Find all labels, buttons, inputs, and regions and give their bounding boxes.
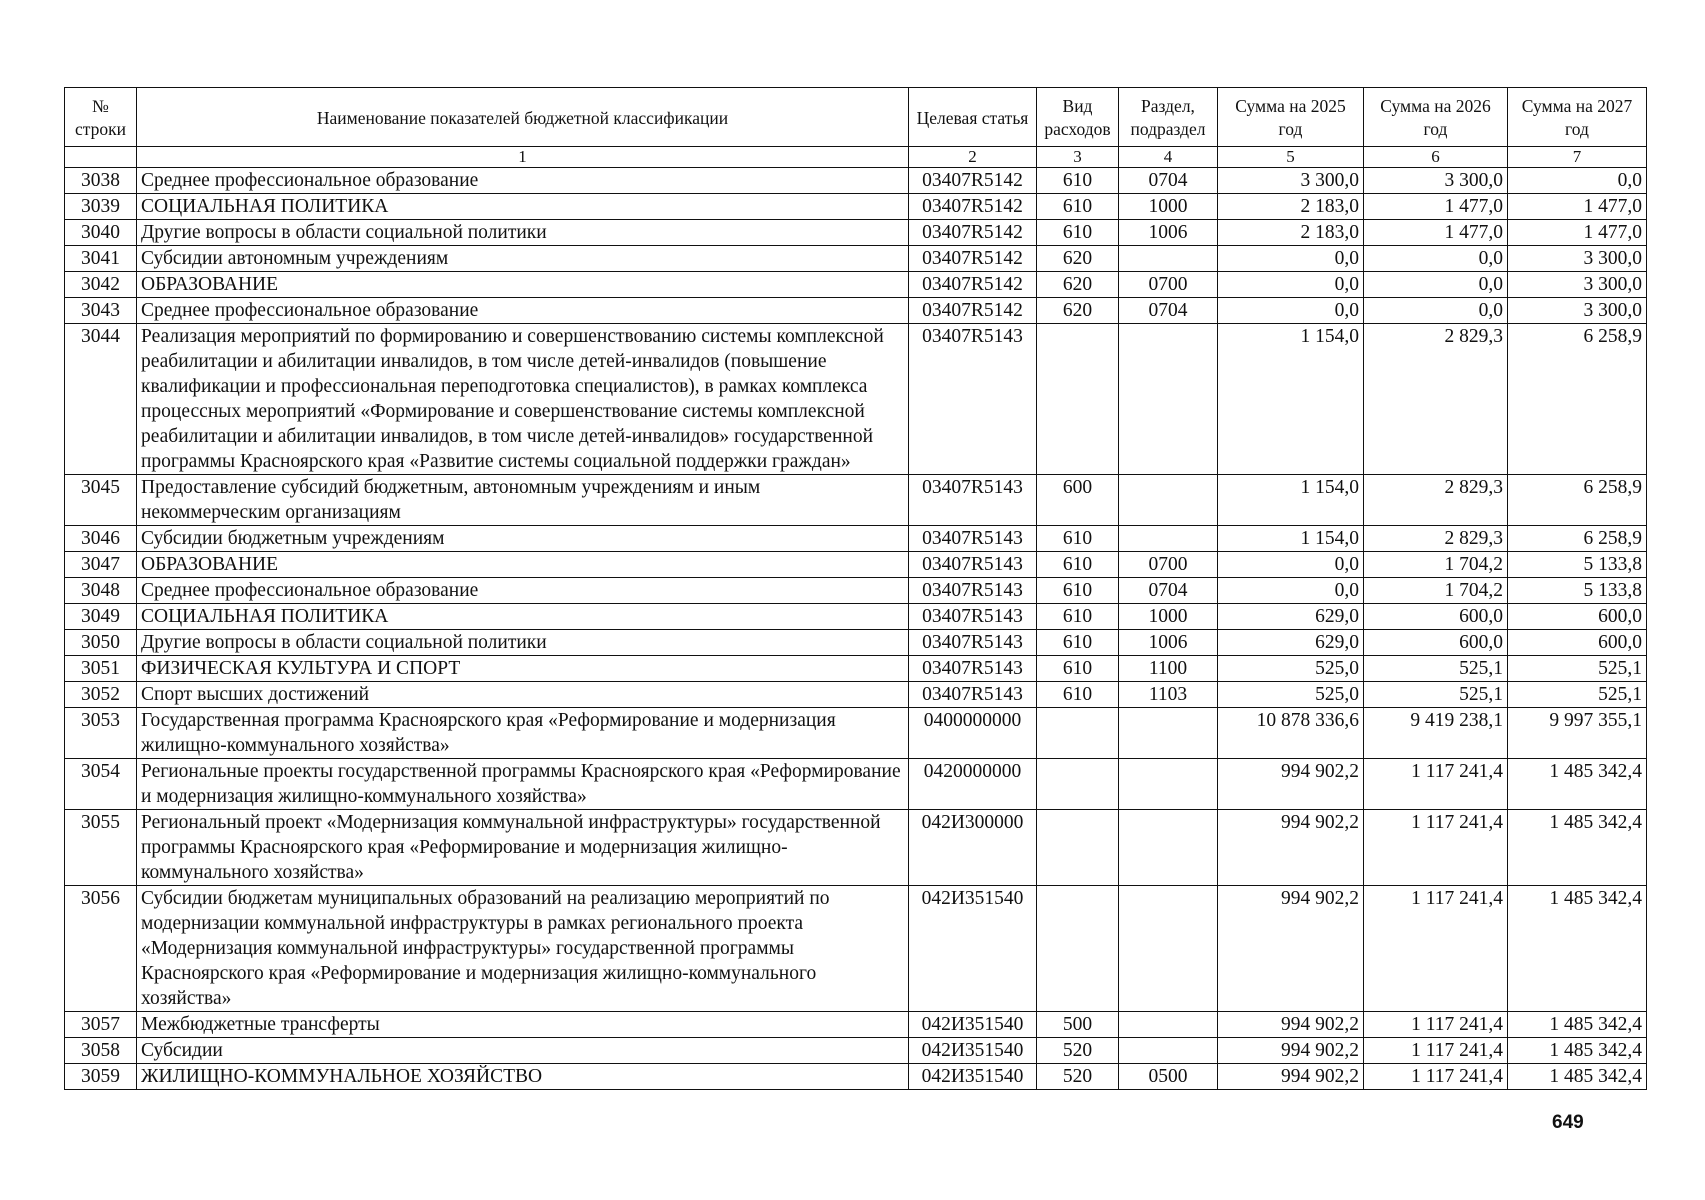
row-target-article: 042И351540 [909,1012,1037,1038]
row-section [1119,1038,1218,1064]
row-sum-2026: 1 117 241,4 [1364,1012,1508,1038]
table-row [65,1012,1647,1038]
row-section [1119,810,1218,886]
row-section [1119,526,1218,552]
row-sum-2025: 2 183,0 [1218,194,1364,220]
row-sum-2027: 1 477,0 [1508,220,1647,246]
row-expense-kind: 610 [1037,578,1119,604]
row-name: Субсидии [137,1038,909,1064]
row-name: Другие вопросы в области социальной политики [137,220,909,246]
row-sum-2026: 0,0 [1364,246,1508,272]
row-sum-2025: 629,0 [1218,630,1364,656]
row-number: 3046 [65,526,137,552]
row-sum-2025: 0,0 [1218,272,1364,298]
row-sum-2025: 0,0 [1218,578,1364,604]
row-target-article: 03407R5143 [909,475,1037,526]
row-sum-2026: 9 419 238,1 [1364,708,1508,759]
header-sum-2026: Сумма на 2026 год [1364,88,1508,147]
row-target-article: 03407R5143 [909,630,1037,656]
row-sum-2025: 0,0 [1218,552,1364,578]
row-sum-2026: 525,1 [1364,682,1508,708]
row-sum-2025: 629,0 [1218,604,1364,630]
row-sum-2027: 1 485 342,4 [1508,1064,1647,1090]
row-target-article: 03407R5143 [909,656,1037,682]
row-number: 3053 [65,708,137,759]
table-body [65,168,1647,1090]
row-sum-2027: 525,1 [1508,656,1647,682]
row-section: 1000 [1119,194,1218,220]
row-sum-2027: 3 300,0 [1508,246,1647,272]
row-section: 0704 [1119,578,1218,604]
column-index: 6 [1364,147,1508,168]
row-sum-2026: 1 117 241,4 [1364,810,1508,886]
row-target-article: 03407R5142 [909,246,1037,272]
table-row [65,604,1647,630]
header-section: Раздел, подраздел [1119,88,1218,147]
column-index: 7 [1508,147,1647,168]
table-row [65,475,1647,526]
row-expense-kind: 620 [1037,298,1119,324]
table-row [65,246,1647,272]
row-sum-2026: 2 829,3 [1364,475,1508,526]
row-sum-2026: 1 477,0 [1364,194,1508,220]
row-target-article: 03407R5143 [909,324,1037,475]
table-row [65,552,1647,578]
row-expense-kind: 500 [1037,1012,1119,1038]
row-expense-kind: 620 [1037,272,1119,298]
table-row [65,1038,1647,1064]
row-sum-2026: 600,0 [1364,604,1508,630]
table-row [65,298,1647,324]
budget-sheet [64,87,1646,1090]
row-number: 3057 [65,1012,137,1038]
row-sum-2027: 1 485 342,4 [1508,810,1647,886]
row-name: Региональные проекты государственной программы Красноярского края «Реформирование и модернизация жилищно-коммунального хозяйства» [137,759,909,810]
row-sum-2027: 1 485 342,4 [1508,1038,1647,1064]
table-row [65,1064,1647,1090]
header-sum-2027: Сумма на 2027 год [1508,88,1647,147]
row-name: Межбюджетные трансферты [137,1012,909,1038]
row-expense-kind: 610 [1037,656,1119,682]
row-target-article: 042И351540 [909,1038,1037,1064]
row-name: СОЦИАЛЬНАЯ ПОЛИТИКА [137,194,909,220]
row-section [1119,246,1218,272]
row-expense-kind [1037,759,1119,810]
row-section: 1006 [1119,630,1218,656]
row-number: 3058 [65,1038,137,1064]
row-number: 3059 [65,1064,137,1090]
column-index: 3 [1037,147,1119,168]
table-row [65,168,1647,194]
row-sum-2025: 3 300,0 [1218,168,1364,194]
row-target-article: 03407R5142 [909,272,1037,298]
row-name: Государственная программа Красноярского края «Реформирование и модернизация жилищно-коммунального хозяйства» [137,708,909,759]
row-expense-kind: 610 [1037,220,1119,246]
row-target-article: 042И300000 [909,810,1037,886]
table-row [65,656,1647,682]
row-sum-2027: 1 485 342,4 [1508,886,1647,1012]
header-kind: Вид расходов [1037,88,1119,147]
row-section [1119,759,1218,810]
row-expense-kind: 520 [1037,1064,1119,1090]
row-sum-2025: 525,0 [1218,656,1364,682]
row-section [1119,886,1218,1012]
row-name: Среднее профессиональное образование [137,298,909,324]
row-target-article: 03407R5142 [909,168,1037,194]
row-section [1119,708,1218,759]
row-sum-2026: 1 117 241,4 [1364,1038,1508,1064]
row-sum-2027: 6 258,9 [1508,324,1647,475]
row-target-article: 0400000000 [909,708,1037,759]
row-section: 1000 [1119,604,1218,630]
table-row [65,526,1647,552]
row-sum-2027: 6 258,9 [1508,475,1647,526]
row-expense-kind: 610 [1037,604,1119,630]
column-index-row [65,147,1647,168]
row-sum-2027: 3 300,0 [1508,298,1647,324]
row-number: 3047 [65,552,137,578]
row-expense-kind [1037,886,1119,1012]
row-sum-2027: 9 997 355,1 [1508,708,1647,759]
row-number: 3054 [65,759,137,810]
row-name: Субсидии автономным учреждениям [137,246,909,272]
table-row [65,194,1647,220]
row-number: 3048 [65,578,137,604]
row-expense-kind: 610 [1037,630,1119,656]
row-sum-2026: 1 117 241,4 [1364,1064,1508,1090]
row-name: ФИЗИЧЕСКАЯ КУЛЬТУРА И СПОРТ [137,656,909,682]
row-sum-2025: 525,0 [1218,682,1364,708]
row-sum-2025: 994 902,2 [1218,1012,1364,1038]
row-sum-2026: 1 117 241,4 [1364,759,1508,810]
row-expense-kind [1037,708,1119,759]
row-expense-kind [1037,810,1119,886]
table-row [65,272,1647,298]
table-row [65,708,1647,759]
row-section: 0500 [1119,1064,1218,1090]
row-target-article: 03407R5143 [909,578,1037,604]
row-section: 0704 [1119,298,1218,324]
row-sum-2026: 1 117 241,4 [1364,886,1508,1012]
row-name: Спорт высших достижений [137,682,909,708]
row-sum-2027: 1 477,0 [1508,194,1647,220]
row-number: 3043 [65,298,137,324]
row-number: 3049 [65,604,137,630]
row-target-article: 03407R5142 [909,298,1037,324]
table-row [65,682,1647,708]
row-sum-2025: 994 902,2 [1218,886,1364,1012]
row-name: Региональный проект «Модернизация коммунальной инфраструктуры» государственной программы Красноярского края «Реформирование и модернизация жилищно-коммунального хозяйства» [137,810,909,886]
column-index: 5 [1218,147,1364,168]
row-expense-kind: 620 [1037,246,1119,272]
row-expense-kind: 600 [1037,475,1119,526]
row-section: 0704 [1119,168,1218,194]
row-sum-2026: 1 477,0 [1364,220,1508,246]
row-sum-2027: 5 133,8 [1508,578,1647,604]
header-target: Целевая статья [909,88,1037,147]
row-number: 3050 [65,630,137,656]
row-expense-kind: 610 [1037,526,1119,552]
row-number: 3055 [65,810,137,886]
header-row-no: № строки [65,88,137,147]
row-section: 0700 [1119,552,1218,578]
row-target-article: 042И351540 [909,1064,1037,1090]
row-sum-2025: 10 878 336,6 [1218,708,1364,759]
row-sum-2027: 1 485 342,4 [1508,1012,1647,1038]
row-name: Реализация мероприятий по формированию и совершенствованию системы комплексной реабилитации и абилитации инвалидов, в том числе детей-инвалидов (повышение квалификации и профессиональная переподготовка специалистов), в рамках комплекса процессных мероприятий «Формирование и совершенствование системы комплексной реабилитации и абилитации инвалидов, в том числе детей-инвалидов» государственной программы Красноярского края «Развитие системы социальной поддержки граждан» [137,324,909,475]
row-sum-2025: 0,0 [1218,246,1364,272]
row-sum-2026: 1 704,2 [1364,552,1508,578]
row-name: ОБРАЗОВАНИЕ [137,552,909,578]
row-number: 3051 [65,656,137,682]
row-number: 3038 [65,168,137,194]
budget-table [64,87,1647,1090]
row-name: ОБРАЗОВАНИЕ [137,272,909,298]
row-section: 1103 [1119,682,1218,708]
table-row [65,578,1647,604]
table-row [65,324,1647,475]
row-number: 3056 [65,886,137,1012]
row-target-article: 03407R5143 [909,682,1037,708]
row-sum-2026: 2 829,3 [1364,526,1508,552]
row-sum-2025: 994 902,2 [1218,810,1364,886]
row-target-article: 03407R5143 [909,552,1037,578]
row-section: 1100 [1119,656,1218,682]
row-section: 1006 [1119,220,1218,246]
row-sum-2026: 525,1 [1364,656,1508,682]
row-sum-2026: 3 300,0 [1364,168,1508,194]
row-number: 3042 [65,272,137,298]
row-sum-2025: 1 154,0 [1218,526,1364,552]
row-sum-2027: 600,0 [1508,604,1647,630]
row-name: ЖИЛИЩНО-КОММУНАЛЬНОЕ ХОЗЯЙСТВО [137,1064,909,1090]
row-name: Субсидии бюджетам муниципальных образований на реализацию мероприятий по модернизации коммунальной инфраструктуры в рамках регионального проекта «Модернизация коммунальной инфраструктуры» государственной программы Красноярского края «Реформирование и модернизация жилищно-коммунального хозяйства» [137,886,909,1012]
column-index [65,147,137,168]
row-sum-2027: 525,1 [1508,682,1647,708]
row-target-article: 03407R5143 [909,604,1037,630]
row-name: Среднее профессиональное образование [137,168,909,194]
row-number: 3041 [65,246,137,272]
row-target-article: 03407R5142 [909,220,1037,246]
row-sum-2027: 3 300,0 [1508,272,1647,298]
row-expense-kind: 610 [1037,194,1119,220]
table-row [65,810,1647,886]
table-row [65,220,1647,246]
row-section: 0700 [1119,272,1218,298]
table-row [65,630,1647,656]
row-expense-kind: 610 [1037,168,1119,194]
row-number: 3039 [65,194,137,220]
row-number: 3044 [65,324,137,475]
row-name: Предоставление субсидий бюджетным, автономным учреждениям и иным некоммерческим организациям [137,475,909,526]
row-number: 3045 [65,475,137,526]
row-sum-2025: 0,0 [1218,298,1364,324]
row-sum-2025: 994 902,2 [1218,759,1364,810]
row-sum-2027: 600,0 [1508,630,1647,656]
row-sum-2027: 1 485 342,4 [1508,759,1647,810]
row-sum-2026: 0,0 [1364,298,1508,324]
row-expense-kind [1037,324,1119,475]
row-expense-kind: 610 [1037,552,1119,578]
column-index: 1 [137,147,909,168]
column-index: 2 [909,147,1037,168]
table-row [65,886,1647,1012]
row-section [1119,475,1218,526]
row-name: СОЦИАЛЬНАЯ ПОЛИТИКА [137,604,909,630]
page-number: 649 [1552,1112,1584,1133]
row-name: Субсидии бюджетным учреждениям [137,526,909,552]
row-target-article: 0420000000 [909,759,1037,810]
row-sum-2025: 994 902,2 [1218,1038,1364,1064]
row-section [1119,324,1218,475]
table-row [65,759,1647,810]
row-sum-2025: 994 902,2 [1218,1064,1364,1090]
header-sum-2025: Сумма на 2025 год [1218,88,1364,147]
row-name: Другие вопросы в области социальной политики [137,630,909,656]
header-row [65,88,1647,147]
row-sum-2027: 6 258,9 [1508,526,1647,552]
row-target-article: 042И351540 [909,886,1037,1012]
row-expense-kind: 610 [1037,682,1119,708]
row-sum-2025: 2 183,0 [1218,220,1364,246]
row-sum-2026: 2 829,3 [1364,324,1508,475]
row-sum-2025: 1 154,0 [1218,475,1364,526]
row-sum-2026: 600,0 [1364,630,1508,656]
row-name: Среднее профессиональное образование [137,578,909,604]
row-sum-2025: 1 154,0 [1218,324,1364,475]
row-number: 3040 [65,220,137,246]
row-section [1119,1012,1218,1038]
row-number: 3052 [65,682,137,708]
column-index: 4 [1119,147,1218,168]
row-sum-2027: 5 133,8 [1508,552,1647,578]
row-expense-kind: 520 [1037,1038,1119,1064]
row-target-article: 03407R5142 [909,194,1037,220]
row-sum-2027: 0,0 [1508,168,1647,194]
row-sum-2026: 0,0 [1364,272,1508,298]
row-sum-2026: 1 704,2 [1364,578,1508,604]
header-name: Наименование показателей бюджетной классификации [137,88,909,147]
row-target-article: 03407R5143 [909,526,1037,552]
